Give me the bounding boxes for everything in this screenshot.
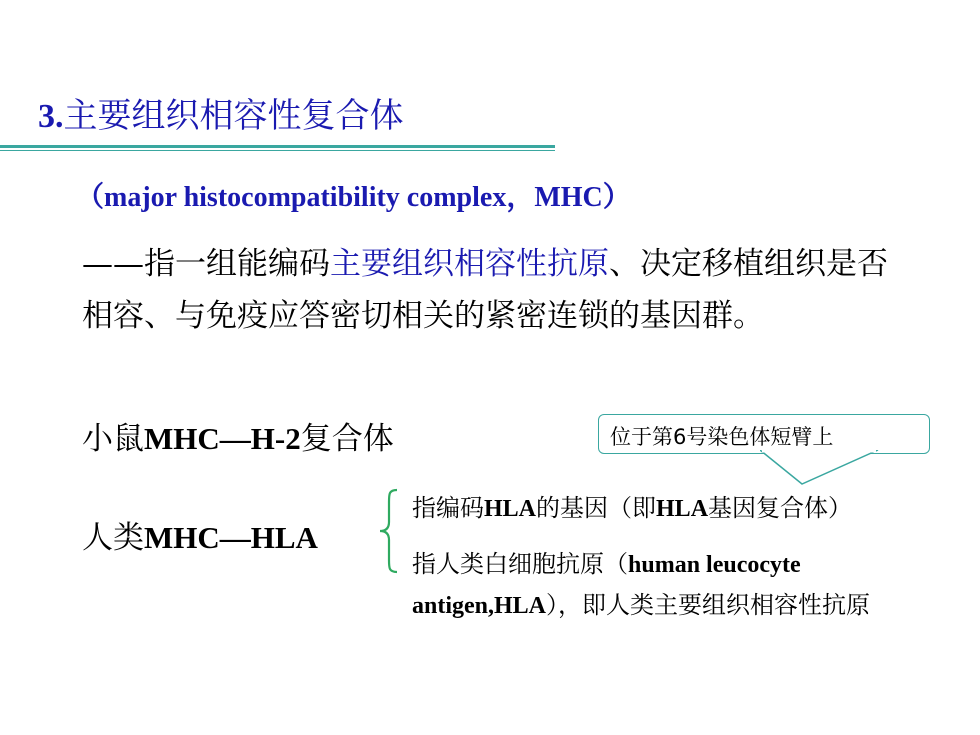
item1-a: 指编码 <box>412 494 484 522</box>
item2-b: human leucocyte antigen,HLA <box>412 552 801 619</box>
title-underline-thick <box>0 145 555 148</box>
title-underline-thin <box>0 150 555 151</box>
item2-a: 指人类白细胞抗原（ <box>412 550 628 578</box>
curly-brace <box>378 488 400 574</box>
human-label: 人类 <box>82 520 144 556</box>
callout-pointer <box>760 450 880 486</box>
slide-title <box>38 88 404 137</box>
callout-text: 位于第6号染色体短臂上 <box>610 425 834 449</box>
human-latin: MHC—HLA <box>144 520 318 555</box>
definition-prefix: ——指一组能编码 <box>82 246 330 282</box>
definition-highlight: 主要组织相容性抗原 <box>330 246 609 282</box>
item1-c: 的基因（即 <box>536 494 657 522</box>
hla-meaning-2 <box>412 544 967 626</box>
definition-suffix: 、决定移植组织是否相容、与免疫应答密切相关的紧密连锁的基因群。 <box>82 246 888 334</box>
mouse-suffix: 复合体 <box>300 421 394 457</box>
item1-d: HLA <box>656 496 709 522</box>
mouse-mhc-line <box>82 413 394 458</box>
item1-b: HLA <box>484 496 537 522</box>
item1-e: 基因复合体） <box>708 494 853 522</box>
human-mhc-line <box>82 512 318 557</box>
title-text: 主要组织相容性复合体 <box>63 96 404 136</box>
hla-meaning-1 <box>412 488 852 523</box>
definition-paragraph <box>82 238 902 342</box>
mouse-label: 小鼠 <box>82 421 144 457</box>
mouse-latin: MHC—H-2 <box>144 421 301 456</box>
subtitle-english: （major histocompatibility complex，MHC） <box>76 182 631 213</box>
title-number: 3. <box>38 98 64 135</box>
item2-c: ），即人类主要组织相容性抗原 <box>546 591 871 619</box>
